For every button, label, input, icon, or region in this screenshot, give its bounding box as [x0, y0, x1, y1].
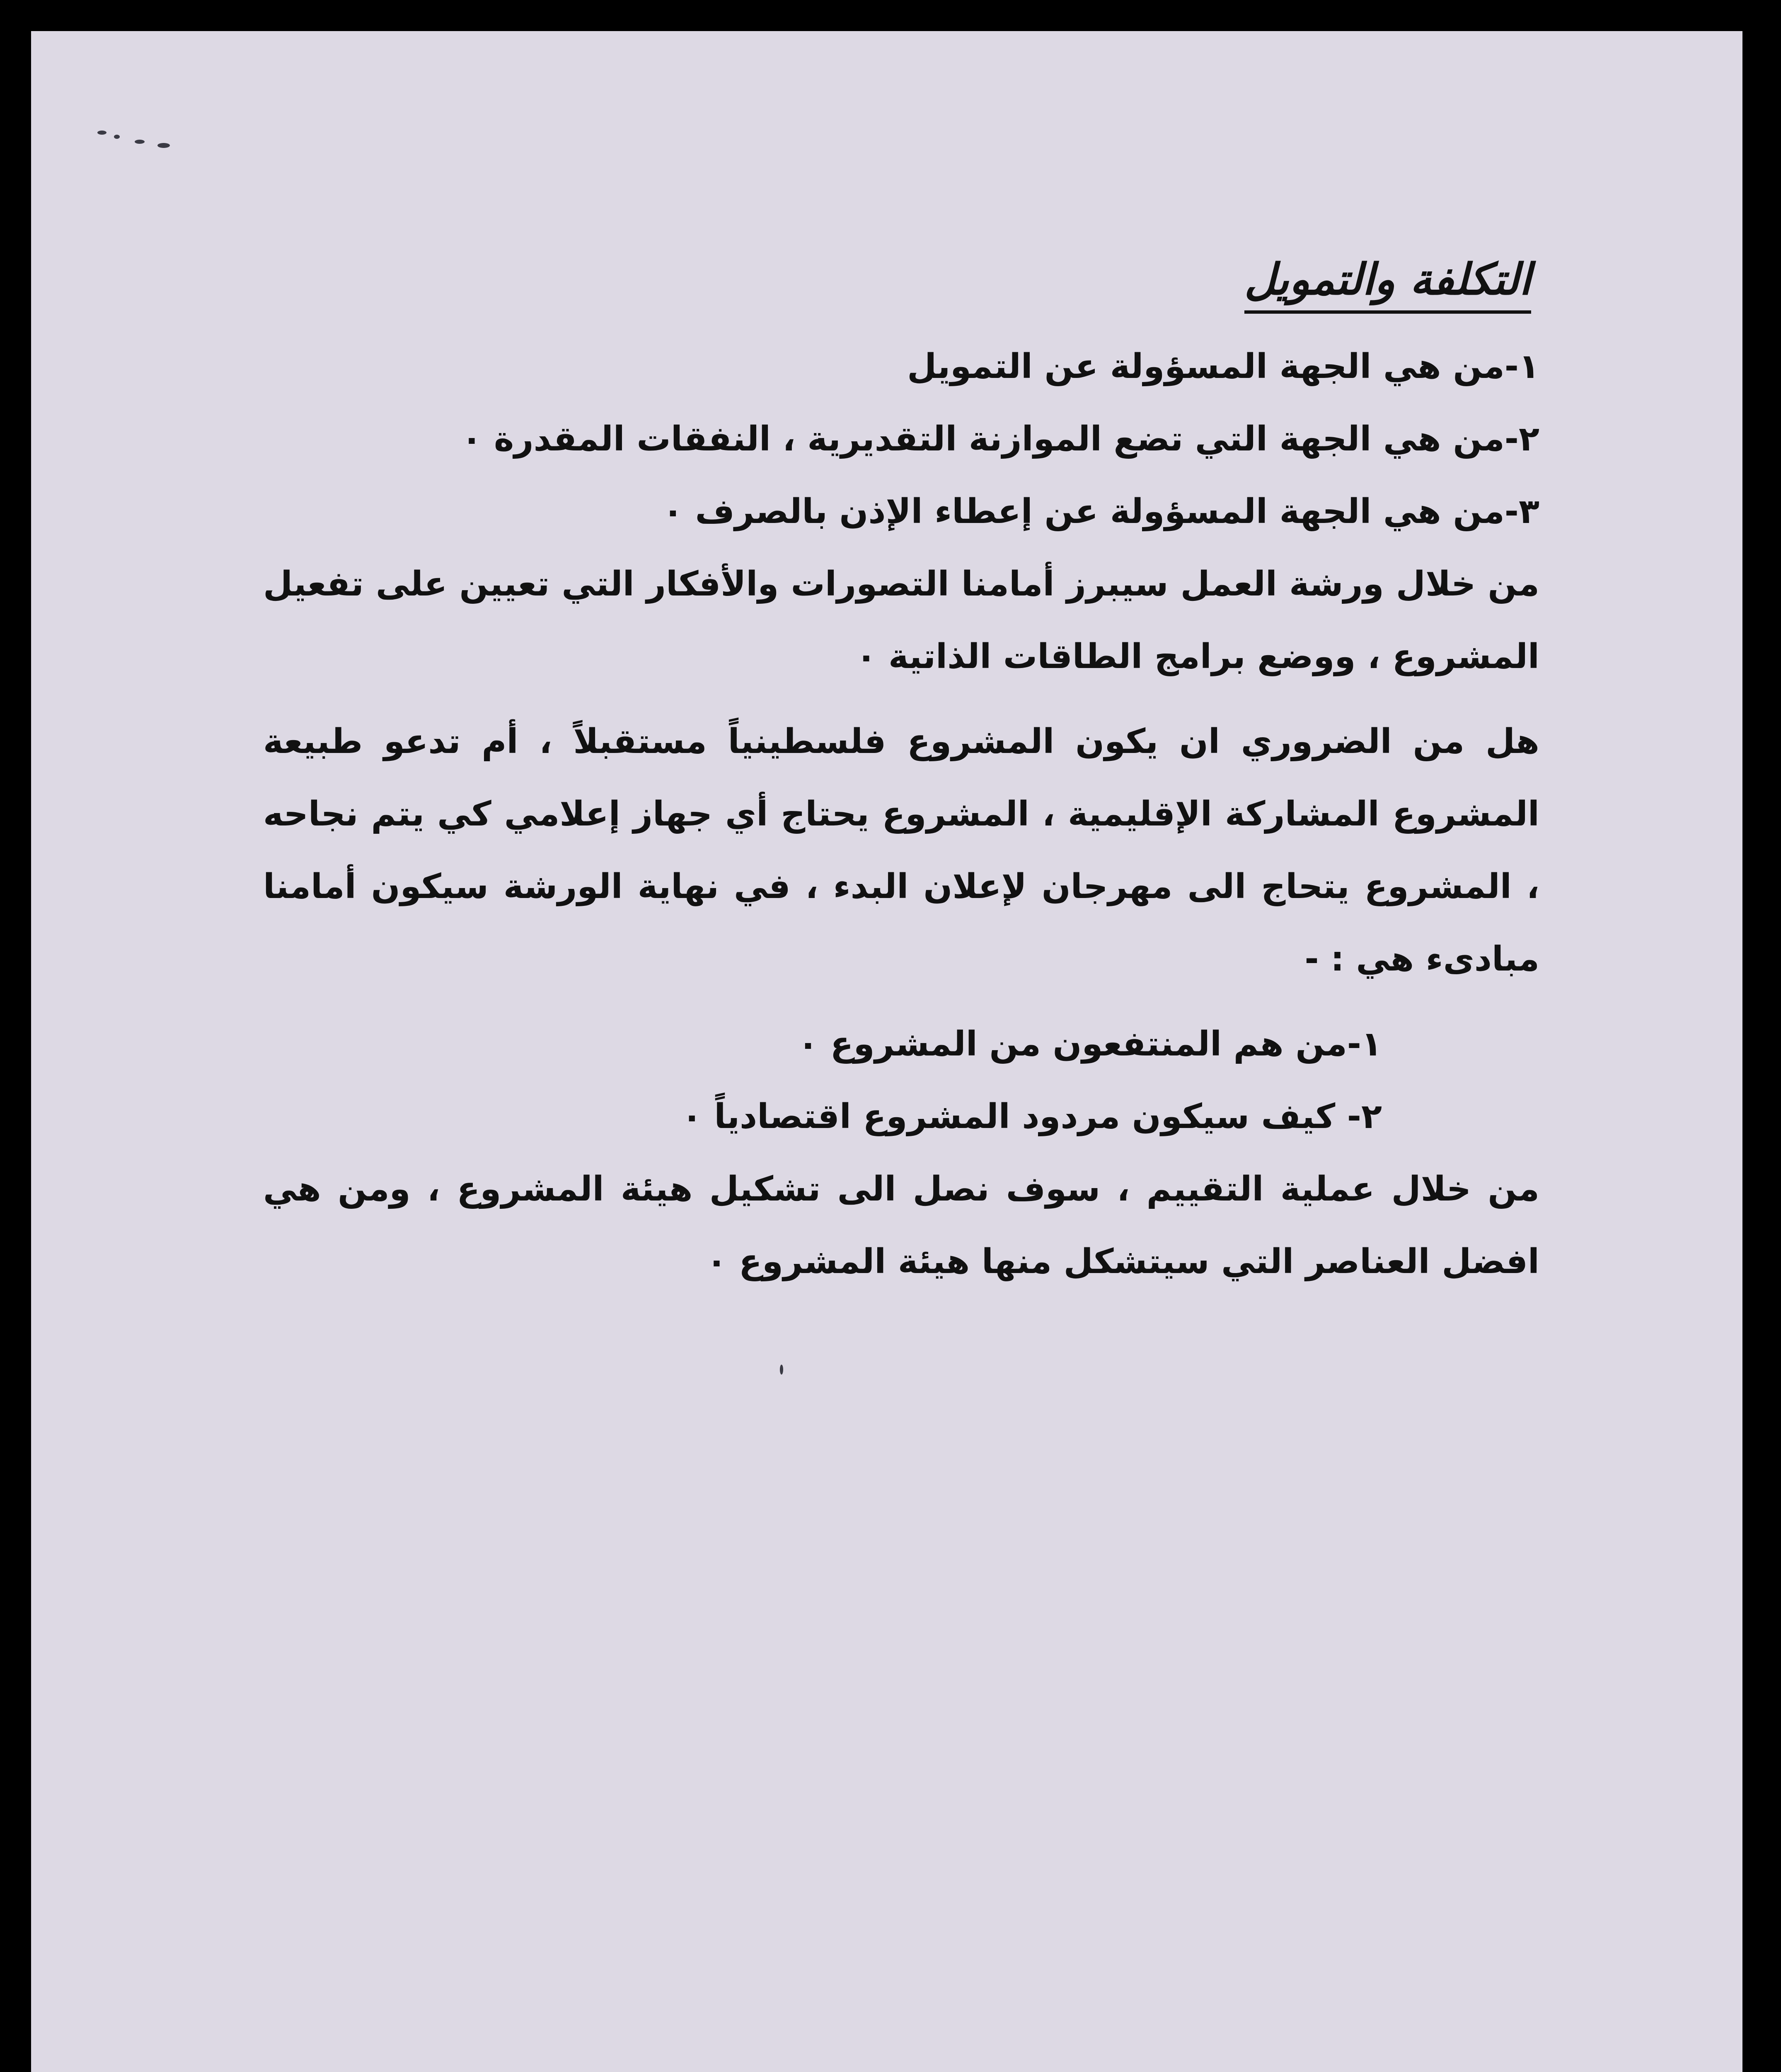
- paper-speck: [114, 135, 120, 139]
- paragraph: من خلال عملية التقييم ، سوف نصل الى تشكيل هيئة المشروع ، ومن هي افضل العناصر التي سيتشكل منها هيئة المشروع ٠: [263, 1169, 1539, 1281]
- list-item: ٣-من هي الجهة المسؤولة عن إعطاء الإذن بالصرف ٠: [662, 492, 1539, 531]
- paper-speck: [135, 140, 145, 144]
- list-item: ٢-من هي الجهة التي تضع الموازنة التقديرية ، النفقات المقدرة ٠: [461, 419, 1539, 459]
- paper-sheet: [31, 31, 1742, 2072]
- list-item: ١-من هي الجهة المسؤولة عن التمويل: [907, 347, 1539, 386]
- list-item: ١-من هم المنتفعون من المشروع ٠: [797, 1024, 1382, 1064]
- paper-speck: [157, 143, 170, 148]
- document-heading: التكلفة والتمويل: [1244, 248, 1531, 314]
- document-body: [263, 247, 1539, 1310]
- paper-speck: [97, 131, 106, 135]
- list-item: ٢- كيف سيكون مردود المشروع اقتصادياً ٠: [681, 1097, 1382, 1136]
- paper-speck: [780, 1365, 783, 1375]
- paragraph: هل من الضروري ان يكون المشروع فلسطينياً مستقبلاً ، أم تدعو طبيعة المشروع المشاركة الإقليمية ، المشروع يحتاج أي جهاز إعلامي كي يتم نجاحه ، المشروع يتحاج الى مهرجان لإعلان البدء ، في نهاية الورشة سيكون أمامنا مبادىء هي : -: [263, 722, 1539, 979]
- heading-row: [263, 247, 1539, 330]
- paragraph: من خلال ورشة العمل سيبرز أمامنا التصورات والأفكار التي تعيين على تفعيل المشروع ، ووضع برامج الطاقات الذاتية ٠: [263, 564, 1539, 676]
